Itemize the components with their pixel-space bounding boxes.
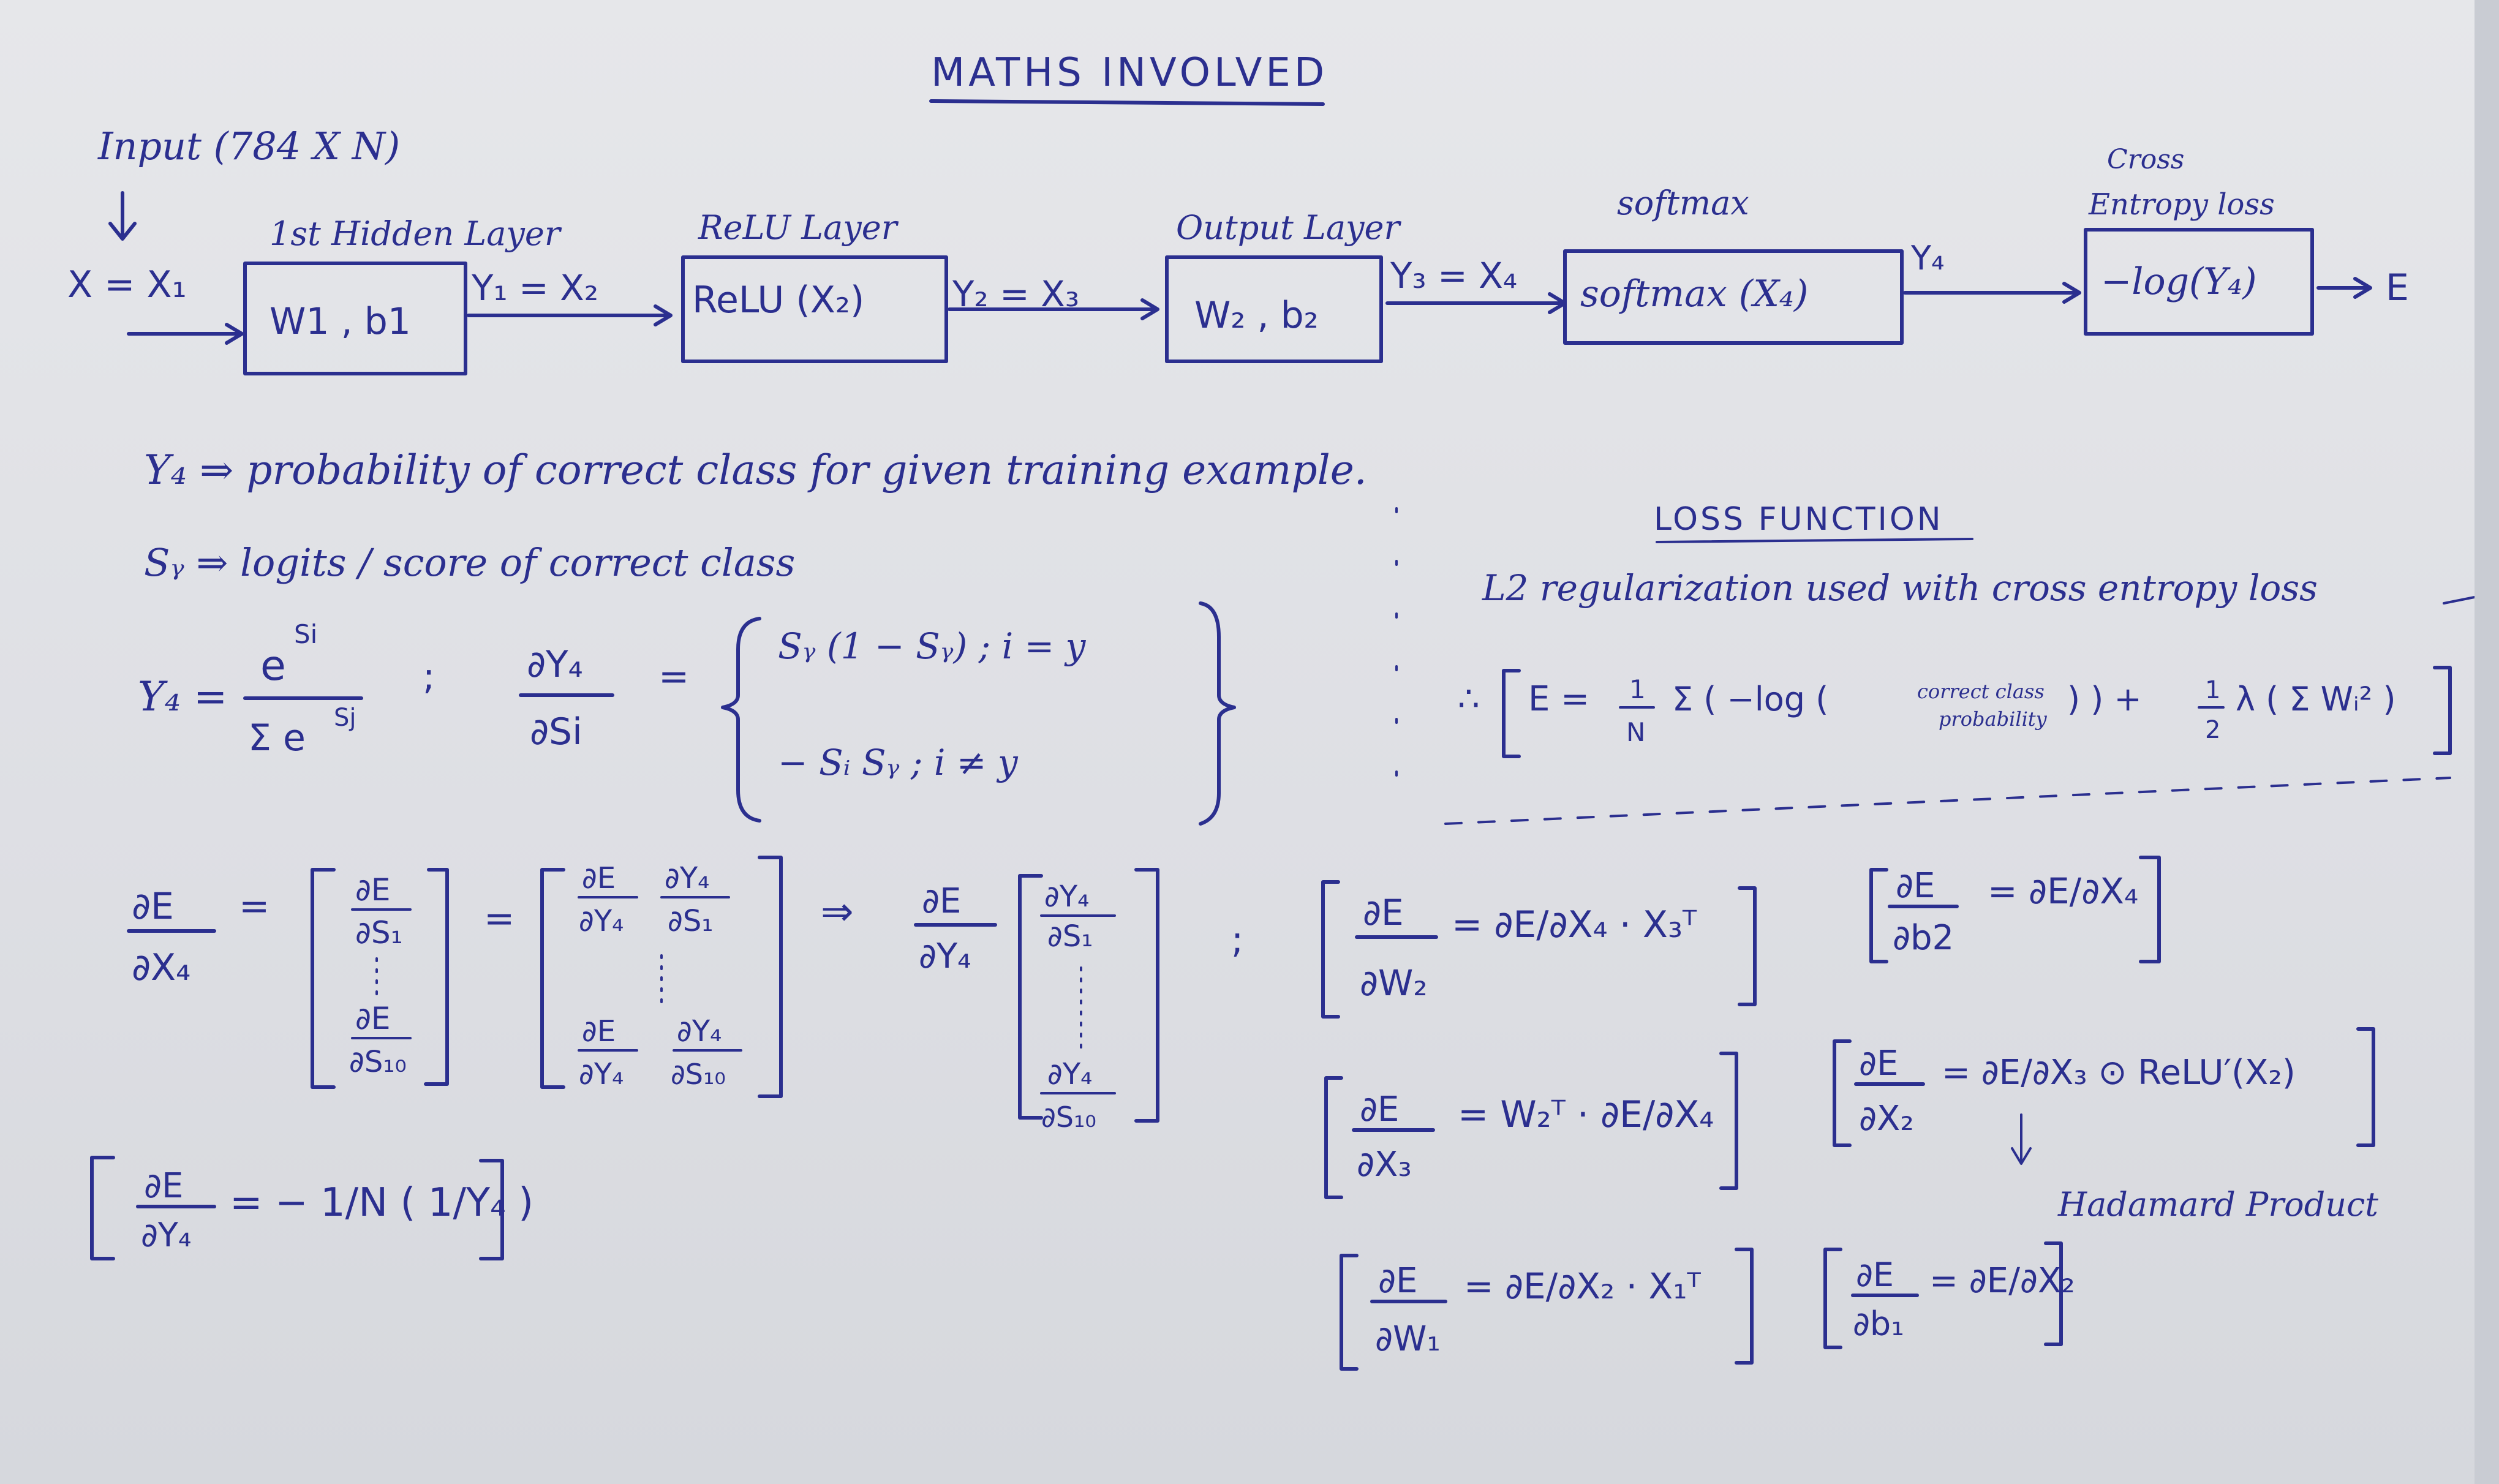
- b1-open-bracket: [1825, 1249, 1841, 1347]
- softmax-eq-separator: ;: [423, 655, 435, 698]
- softmax-label: softmax: [1617, 184, 1749, 222]
- softmax-arrow-icon: [1905, 284, 2079, 302]
- final-denominator: ∂Y₄: [141, 1216, 192, 1254]
- w2-close-bracket: [1740, 888, 1755, 1004]
- input-equation: X = X₁: [67, 263, 187, 306]
- de-db2-rhs: = ∂E/∂X₄: [1988, 870, 2139, 912]
- w1-open-bracket: [1341, 1256, 1357, 1369]
- relu-layer-label: ReLU Layer: [698, 208, 897, 247]
- softmax-edge-label: Y₄: [1911, 239, 1945, 277]
- loss-formula-n: N: [1626, 717, 1646, 747]
- de-dx2-rhs: = ∂E/∂X₃ ⊙ ReLU′(X₂): [1942, 1053, 2296, 1093]
- softmax-eq-denominator: Σ e: [248, 717, 306, 759]
- case-i-not-equals-y: − Sᵢ Sᵧ ; i ≠ y: [778, 742, 1018, 783]
- output-layer-params: W₂ , b₂: [1194, 294, 1319, 337]
- col2-open-bracket: [542, 870, 564, 1087]
- loss-formula-regularization: λ ( Σ Wᵢ² ): [2236, 680, 2396, 718]
- relu-layer-function: ReLU (X₂): [692, 279, 865, 322]
- dy4-dsi-equals: =: [658, 655, 690, 698]
- de-db1-numerator: ∂E: [1856, 1256, 1894, 1294]
- col2-bot-d: ∂S₁₀: [671, 1058, 726, 1091]
- hidden-arrow-icon: [469, 306, 671, 325]
- loss-function-subtitle: L2 regularization used with cross entropy loss: [1482, 567, 2318, 609]
- de-dx4-denominator: ∂X₄: [132, 946, 191, 989]
- hidden-layer-label: 1st Hidden Layer: [270, 214, 560, 253]
- col2-bot-b: ∂Y₄: [579, 1057, 624, 1091]
- col2-bot-c: ∂Y₄: [677, 1014, 722, 1049]
- implies-arrow: ⇒: [821, 889, 854, 935]
- de-dx4-equals: =: [239, 885, 270, 928]
- col2-bot-a: ∂E: [582, 1014, 616, 1049]
- col3-bot-num: ∂Y₄: [1047, 1057, 1093, 1091]
- de-dw2-denominator: ∂W₂: [1360, 962, 1428, 1004]
- output-layer-label: Output Layer: [1176, 208, 1400, 247]
- therefore-symbol: ∴: [1458, 679, 1480, 719]
- loss-arrow-icon: [2318, 279, 2370, 297]
- dy4-dsi-denominator: ∂Si: [530, 710, 582, 753]
- loss-function: −log(Y₄): [2101, 260, 2257, 303]
- loss-output: E: [2386, 266, 2409, 309]
- softmax-eq-numerator: e: [260, 642, 286, 690]
- softmax-eq-den-sup: Sj: [334, 704, 356, 732]
- w2-open-bracket: [1323, 882, 1338, 1017]
- loss-formula-half-num: 1: [2205, 676, 2221, 704]
- loss-open-bracket: [1504, 671, 1519, 756]
- input-down-arrow-icon: [110, 193, 135, 239]
- de-dx4-numerator: ∂E: [132, 885, 174, 928]
- loss-formula-1-over: 1: [1629, 674, 1646, 704]
- b2-close-bracket: [2141, 857, 2159, 962]
- loss-label-line2: Entropy loss: [2089, 187, 2275, 222]
- output-arrow-icon: [1387, 294, 1565, 312]
- hidden-edge-label: Y₁ = X₂: [472, 267, 599, 309]
- final-numerator: ∂E: [144, 1166, 184, 1206]
- x3-close-bracket: [1721, 1053, 1736, 1188]
- col3-top-num: ∂Y₄: [1044, 879, 1090, 914]
- col1-top-den: ∂S₁: [355, 915, 403, 951]
- loss-formula-note-correct-class: correct class: [1917, 680, 2045, 703]
- loss-formula-sum-log: Σ ( −log (: [1672, 680, 1829, 718]
- col1-bot-den: ∂S₁₀: [349, 1045, 407, 1079]
- de-dy4-denominator: ∂Y₄: [919, 936, 971, 976]
- hidden-layer-params: W1 , b1: [270, 300, 411, 343]
- col3-open-bracket: [1020, 876, 1041, 1118]
- softmax-function: softmax (X₄): [1580, 273, 1809, 315]
- softmax-eq-lhs: Y₄ =: [138, 673, 228, 720]
- input-arrow-icon: [129, 325, 242, 343]
- page-title: MATHS INVOLVED: [931, 50, 1329, 96]
- de-dx3-rhs: = W₂ᵀ · ∂E/∂X₄: [1458, 1093, 1714, 1136]
- input-label: Input (784 X N): [98, 124, 401, 168]
- de-dw2-rhs: = ∂E/∂X₄ · X₃ᵀ: [1452, 903, 1697, 946]
- y4-definition: Y₄ ⇒ probability of correct class for given training example.: [144, 446, 1367, 494]
- col3-top-den: ∂S₁: [1047, 919, 1093, 954]
- de-dx2-numerator: ∂E: [1859, 1044, 1899, 1083]
- relu-edge-label: Y₂ = X₃: [952, 273, 1080, 315]
- de-dx3-numerator: ∂E: [1360, 1090, 1400, 1129]
- loss-close-bracket: [2435, 668, 2450, 753]
- cases-open-brace: [723, 619, 760, 821]
- col1-close-bracket: [426, 870, 447, 1084]
- x2-close-bracket: [2358, 1029, 2373, 1145]
- loss-formula-close: ) ) +: [2067, 680, 2142, 718]
- de-dw2-numerator: ∂E: [1363, 892, 1404, 933]
- de-dx3-denominator: ∂X₃: [1357, 1145, 1412, 1185]
- col2-top-b: ∂Y₄: [579, 904, 624, 938]
- col1-top-num: ∂E: [355, 872, 391, 908]
- col2-equals: =: [484, 897, 515, 940]
- de-dy4-numerator: ∂E: [922, 881, 962, 921]
- final-open-bracket: [92, 1158, 113, 1259]
- w1-close-bracket: [1736, 1249, 1752, 1363]
- loss-heading-underline: [1657, 539, 1972, 542]
- final-rhs: = − 1/N ( 1/Y₄ ): [230, 1180, 534, 1226]
- title-underline: [931, 101, 1323, 104]
- de-dw1-numerator: ∂E: [1378, 1261, 1418, 1301]
- sy-definition: Sᵧ ⇒ logits / score of correct class: [144, 540, 796, 585]
- col2-top-a: ∂E: [582, 861, 616, 895]
- col2-top-c: ∂Y₄: [665, 861, 710, 895]
- col1-open-bracket: [312, 870, 334, 1087]
- hadamard-label: Hadamard Product: [2058, 1185, 2378, 1224]
- softmax-eq-num-sup: Si: [294, 619, 318, 649]
- loss-formula-note-probability: probability: [1939, 707, 2047, 731]
- de-db2-denominator: ∂b2: [1893, 918, 1954, 958]
- loss-function-heading: LOSS FUNCTION: [1654, 501, 1943, 538]
- de-db1-denominator: ∂b₁: [1853, 1305, 1904, 1343]
- subtitle-underline: [2444, 597, 2474, 603]
- de-db1-rhs: = ∂E/∂X₂: [1929, 1261, 2075, 1301]
- loss-formula-half-den: 2: [2205, 716, 2221, 744]
- col3-bot-den: ∂S₁₀: [1041, 1101, 1096, 1134]
- de-db2-numerator: ∂E: [1896, 866, 1936, 906]
- x3-open-bracket: [1326, 1078, 1341, 1197]
- de-dx2-denominator: ∂X₂: [1859, 1099, 1914, 1139]
- loss-label-line1: Cross: [2107, 144, 2185, 175]
- cases-close-brace: [1200, 603, 1234, 824]
- loss-formula-e: E =: [1528, 679, 1590, 719]
- col3-close-bracket: [1136, 870, 1158, 1121]
- col2-top-d: ∂S₁: [668, 904, 714, 938]
- b2-open-bracket: [1871, 870, 1887, 962]
- grad-separator: ;: [1231, 919, 1244, 962]
- page-binding-edge: [2474, 0, 2499, 1484]
- dy4-dsi-numerator: ∂Y₄: [527, 643, 583, 686]
- col2-close-bracket: [760, 857, 781, 1096]
- col1-bot-num: ∂E: [355, 1001, 391, 1036]
- hadamard-arrow-icon: [2012, 1115, 2030, 1164]
- case-i-equals-y: Sᵧ (1 − Sᵧ) ; i = y: [778, 625, 1086, 667]
- x2-open-bracket: [1834, 1041, 1850, 1145]
- de-dw1-rhs: = ∂E/∂X₂ · X₁ᵀ: [1464, 1265, 1701, 1307]
- loss-section-dashed-line: [1446, 778, 2450, 824]
- output-edge-label: Y₃ = X₄: [1390, 255, 1518, 296]
- de-dw1-denominator: ∂W₁: [1375, 1319, 1441, 1359]
